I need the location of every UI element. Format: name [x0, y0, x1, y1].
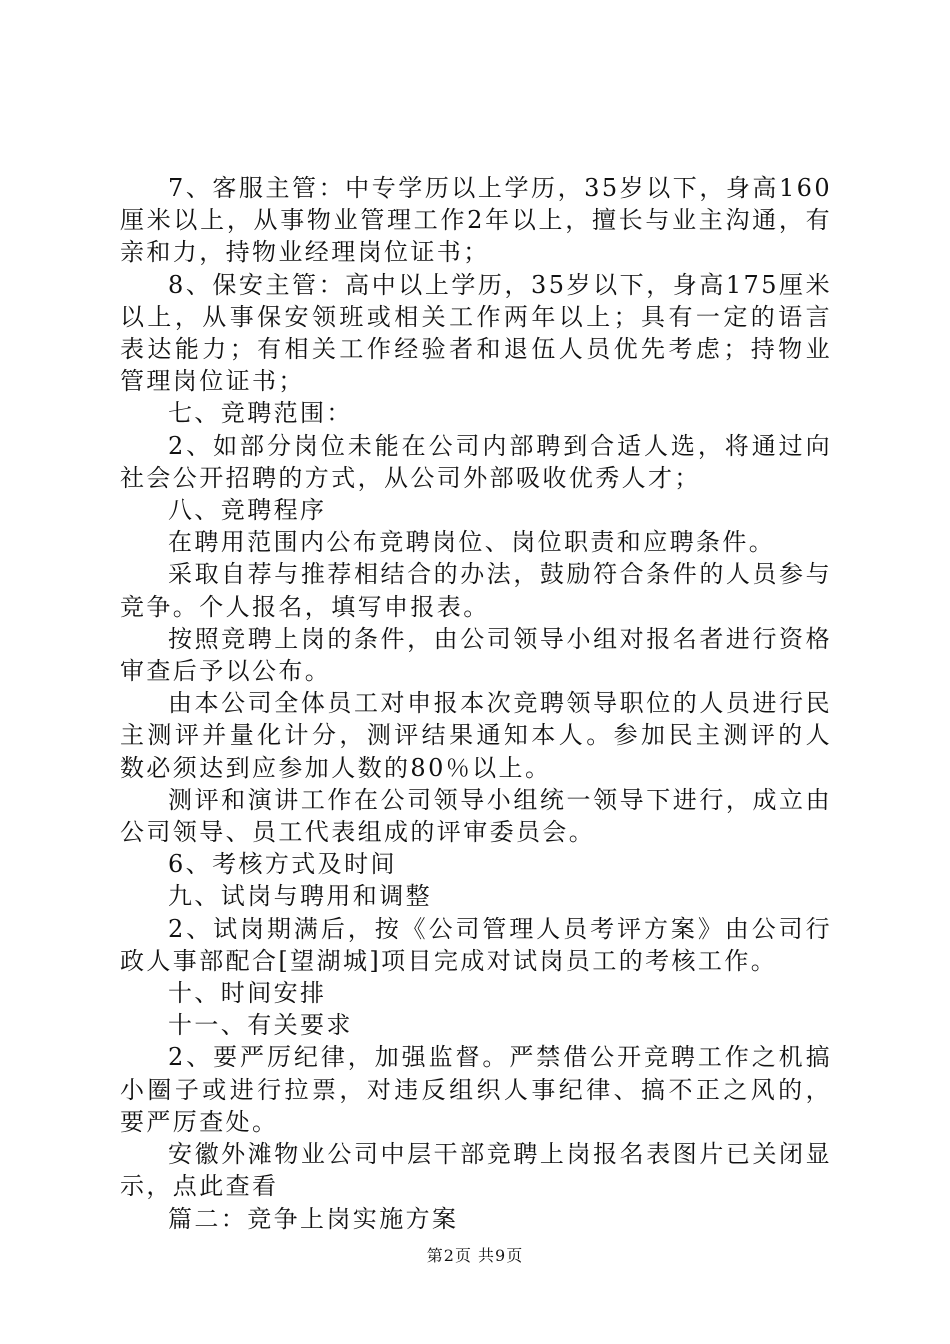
paragraph: 由本公司全体员工对申报本次竞聘领导职位的人员进行民主测评并量化计分，测评结果通知本人。参加民主测评的人数必须达到应参加人数的80％以上。: [120, 689, 832, 782]
paragraph: 2、试岗期满后，按《公司管理人员考评方案》由公司行政人事部配合[望湖城]项目完成对试岗员工的考核工作。: [120, 914, 832, 975]
paragraph: 7、客服主管：中专学历以上学历，35岁以下，身高160厘米以上，从事物业管理工作2年以上，擅长与业主沟通，有亲和力，持物业经理岗位证书；: [120, 174, 832, 267]
document-body: [120, 172, 832, 1235]
paragraph: 采取自荐与推荐相结合的办法，鼓励符合条件的人员参与竞争。个人报名，填写申报表。: [120, 560, 832, 621]
section-heading: 七、竞聘范围：: [168, 399, 353, 428]
image-placeholder-link[interactable]: 安徽外滩物业公司中层干部竞聘上岗报名表图片已关闭显示，点此查看: [120, 1140, 832, 1201]
paragraph: 按照竞聘上岗的条件，由公司领导小组对报名者进行资格审查后予以公布。: [120, 624, 832, 686]
section-heading: 十一、有关要求: [168, 1011, 353, 1040]
paragraph: 2、要严厉纪律，加强监督。严禁借公开竞聘工作之机搞小圈子或进行拉票，对违反组织人事纪律、搞不正之风的，要严厉查处。: [120, 1043, 832, 1136]
paragraph: 在聘用范围内公布竞聘岗位、岗位职责和应聘条件。: [168, 528, 776, 557]
paragraph: 2、如部分岗位未能在公司内部聘到合适人选，将通过向社会公开招聘的方式，从公司外部吸收优秀人才；: [120, 431, 832, 492]
section-heading: 八、竞聘程序: [168, 496, 327, 525]
paragraph: 测评和演讲工作在公司领导小组统一领导下进行，成立由公司领导、员工代表组成的评审委员会。: [120, 785, 832, 847]
section-heading: 九、试岗与聘用和调整: [168, 882, 432, 911]
section-heading: 篇二：竞争上岗实施方案: [168, 1204, 459, 1233]
paragraph: 8、保安主管：高中以上学历，35岁以下，身高175厘米以上，从事保安领班或相关工作两年以上；具有一定的语言表达能力；有相关工作经验者和退伍人员优先考虑；持物业管理岗位证书；: [120, 270, 832, 396]
section-heading: 6、考核方式及时间: [168, 850, 397, 879]
page-number-footer: 第2页 共9页: [426, 1246, 524, 1265]
section-heading: 十、时间安排: [168, 979, 327, 1008]
